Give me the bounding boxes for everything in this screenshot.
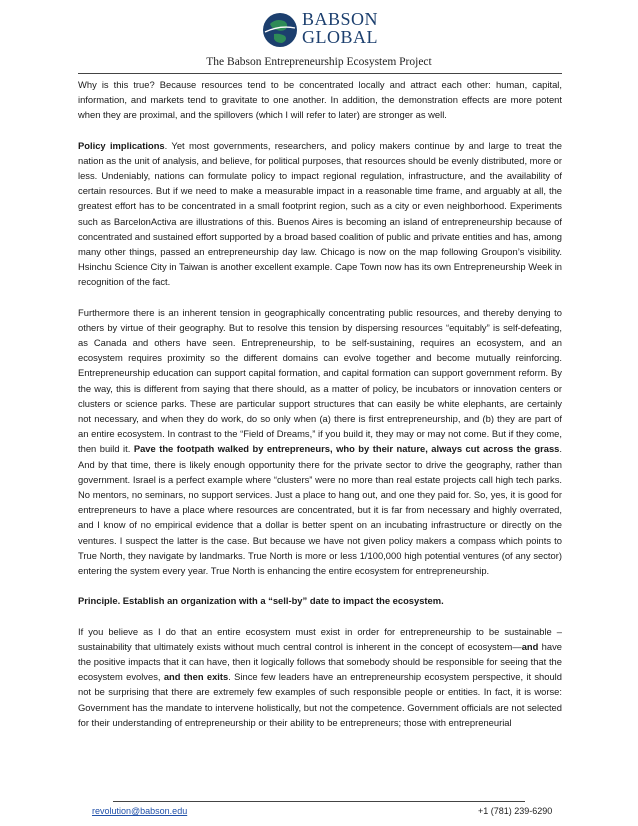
principle-heading <box>78 593 562 608</box>
footer-phone: +1 (781) 239-6290 <box>478 806 553 816</box>
babson-global-logo <box>262 10 412 52</box>
paragraph-1-text: Why is this true? Because resources tend to be concentrated locally and attract each other: human, capital, information, and markets tend to gravitate to one another. In addition, the demonstration effects are more potent when they are proximal, and the spillovers (which I will refer to later) are stronger as well. <box>78 79 562 121</box>
paragraph-3-emphasis: Pave the footpath walked by entrepreneurs, who by their nature, always cut across the grass <box>133 443 560 455</box>
paragraph-3 <box>78 305 562 579</box>
logo-line-2: GLOBAL <box>302 27 378 47</box>
paragraph-2-text: . Yet most governments, researchers, and policy makers continue by and large to treat the nation as the unit of analysis, and believe, for political purposes, that resources should be evenly distributed, more or less. Undeniably, nations can formulate policy to impact regional regulation, infrastructure, and the availability of certain resources. But if we need to make a measurable impact in a reasonable time frame, and arguably at all, the greatest effort has to be concentrated in a small footprint region, such as a city or even neighborhood. Experiments such as BarcelonActiva are illustrations of this. Buenos Aires is becoming an island of entrepreneurship because of concentrated and sustained effort supported by a broad based coalition of public and private entities and has, among many other things, passed an entrepreneurship day law. Chicago is now on the map following Groupon’s visibility. Hsinchu Science City in Taiwan is another excellent example. Cape Town now has its own Entrepreneurship Week in recognition of the fact. <box>78 139 563 288</box>
paragraph-3-text-b: . And by that time, there is likely enough opportunity there for the private sector to drive the geography, rather than government. Israel is a perfect example where “clusters” were no more than real estate projects call high tech parks. No mentors, no seminars, no support services. Just a place to hang out, and one they paid for. So, yes, it is good for entrepreneurs to have a place where resources are concentrated, but it is far from necessary and highly overrated, and I know of no empirical evidence that a dollar is better spent on an incubating infrastructure or directly on the ventures. I suspect the latter is the case. But because we have not given policy makers a compass which points to True North, they navigate by landmarks. True North is more or less 1/100,000 high potential ventures (of any sector) entering the system every year. True North is enhancing the entire ecosystem for entrepreneurship. <box>78 443 562 577</box>
paragraph-5-text-a: If you believe as I do that an entire ecosystem must exist in order for entrepreneurship to be sustainable – sustainability that ultimately exists without much central control is inherent in the concept of ecosystem— <box>78 625 562 652</box>
document-body <box>78 77 562 745</box>
paragraph-5-text-c: . Since few leaders have an entrepreneurship ecosystem perspective, it should not be surprising that there are extremely few examples of such responsible people or entities. In fact, it is worse: Government has the mandate to intervene holistically, but not the competence. Government officials are not selected for their understanding of entrepreneurship or their ability to be entrepreneurs; those with entrepreneurial <box>78 671 562 728</box>
header-divider <box>78 73 562 74</box>
paragraph-5-text-b: have the positive impacts that it can have, then it logically follows that somebody should be responsible for seeing that the ecosystem evolves, <box>78 640 562 683</box>
paragraph-1 <box>78 77 562 123</box>
logo-line-1: BABSON <box>302 9 379 29</box>
principle-heading-text: Principle. Establish an organization with a “sell-by” date to impact the ecosystem. <box>78 595 444 607</box>
policy-implications-heading: Policy implications <box>78 139 165 151</box>
paragraph-5-emphasis-and: and <box>521 640 539 652</box>
globe-icon <box>262 12 298 48</box>
paragraph-3-text-a: Furthermore there is an inherent tension in geographically concentrating public resources, and thereby denying to others by virtue of their geography. But to resolve this tension by dispersing resources “equitably” is self-defeating, as Canada and others have seen. Entrepreneurship, to be self-sustaining, requires an ecosystem, and an ecosystem requires proximity so the different domains can evolve together and become mutually reinforcing. Entrepreneurship education can support capital formation, and capital formation can support government reform. By the way, this is different from saying that there should, as a matter of policy, be incubators or innovation centers or clusters or science parks. These are particular support structures that can easily be white elephants, are certainly not necessary, and when they do work, do so only when (a) there is first entrepreneurship, and (b) they are part of an entire ecosystem. In contrast to the “Field of Dreams,” if you build it, they may or may not come. But if they come, then build it. <box>78 306 562 455</box>
paragraph-5-emphasis-exits: and then exits <box>163 671 229 683</box>
paragraph-5 <box>78 624 562 730</box>
footer-email-link[interactable]: revolution@babson.edu <box>92 806 188 816</box>
footer-divider <box>113 801 525 802</box>
header-title: The Babson Entrepreneurship Ecosystem Project <box>206 56 432 68</box>
paragraph-policy-implications <box>78 138 562 290</box>
